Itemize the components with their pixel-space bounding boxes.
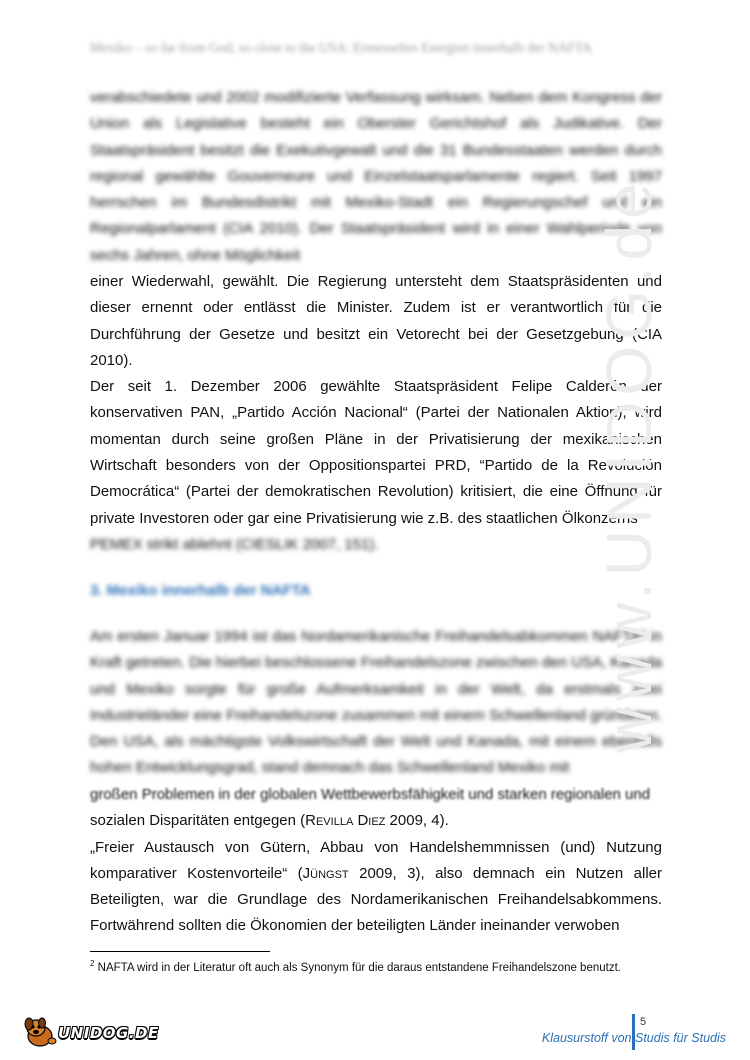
footnote-marker: 2 [90,959,95,968]
paragraph-disparities [90,808,662,834]
citation-author: Revilla Diez [305,812,386,830]
quote-author: Jüngst [302,864,349,882]
blurred-paragraph-top [90,85,662,269]
dog-mascot-icon [22,1014,62,1050]
nafta-clear-block [90,782,662,940]
running-header: Mexiko – so far from God, so close to the USA: Ermesseltes Energien innerhalb der NAFTA [90,40,592,55]
quote-start: „Freier Austausch von Gütern, Abbau von Handelshemmnissen (und) Nutzung komparativer Kostenvorteile“ ( [90,838,662,882]
transition-line: großen Problemen in der globalen Wettbewerbsfähigkeit und starken regionalen und [90,786,651,803]
footnote [90,956,670,976]
footer-tagline: Klausurstoff von Studis für Studis [541,1031,726,1045]
section-heading: 3. Mexiko innerhalb der NAFTA [90,582,311,599]
footnote-rule [90,951,270,952]
paragraph-government: einer Wiederwahl, gewählt. Die Regierung untersteht dem Staatspräsidenten und dieser ernennt oder entlässt die Minister. Zudem ist er verantwortlich für die Durchführung der Gesetze und besitzt ein Vetorecht bei der Gesetzgebung (CIA 2010). [90,273,662,369]
clear-text-block [90,269,662,558]
disparities-start: sozialen Disparitäten entgegen ( [90,812,306,830]
paragraph-quote [90,835,662,940]
page-number: 5 [640,1016,647,1028]
disparities-end: 2009, 4). [385,812,449,830]
quote-end: 2009, 3), also demnach ein Nutzen aller Beteiligten, war die Grundlage des Nordamerikanischen Freihandelsabkommens. Fortwährend sollten die Ökonomien der beteiligten Länder ineinander verwoben [90,864,662,935]
watermark: www.UNIDOG.de [593,177,665,753]
unidog-logo [22,1014,159,1050]
footnote-text: NAFTA wird in der Literatur oft auch als Synonym für die daraus entstandene Freihandelszone benutzt. [94,961,621,974]
blurred-paragraph-nafta [90,624,662,782]
paragraph-calderon-blurred-end: PEMEX strikt ablehnt (CIESLIK 2007, 151). [90,535,379,553]
logo-text: UNIDOG.DE [58,1024,159,1042]
blurred-nafta-text: Am ersten Januar 1994 ist das Nordamerikanische Freihandelsabkommen NAFTA² in Kraft getreten. Die hierbei beschlossene Freihandelszone zwischen den USA, Kanada und Mexiko sorgte für große Aufmerksamkeit in der Welt, da erstmals zwei Industrieländer eine Freihandelszone zusammen mit einem Schwellenland gründeten. Den USA, als mächtigste Volkswirtschaft der Welt und Kanada, mit einem ebenfalls hohen Entwicklungsgrad, stand demnach das Schwellenland Mexiko mit [90,628,663,777]
blurred-text: verabschiedete und 2002 modifizierte Verfassung wirksam. Neben dem Kongress der Union als Legislative besteht ein Oberster Gerichtshof als Judikative. Der Staatspräsident besitzt die Exekutivgewalt und die 31 Bundesstaaten werden durch regional gewählte Gouverneure und Einzelstaatsparlamente regiert. Seit 1997 herrschen im Bundesdistrikt mit Mexiko-Stadt ein Regierungschef und ein Regionalparlament (CIA 2010). Der Staatspräsident wird in einer Wahlperiode von sechs Jahren, ohne Möglichkeit [90,89,662,264]
paragraph-calderon: Der seit 1. Dezember 2006 gewählte Staatspräsident Felipe Calderón der konservativen PAN, „Partido Acción Nacional“ (Partei der Nationalen Aktion), wird momentan durch seine großen Pläne in der Privatisierung der mexikanischen Wirtschaft besonders von der Oppositionspartei PRD, “Partido de la Revolución Democrática“ (Partei der demokratischen Revolution) kritisiert, die eine Öffnung für private Investoren oder gar eine Privatisierung wie z.B. des staatlichen Ölkonzerns [90,378,662,527]
